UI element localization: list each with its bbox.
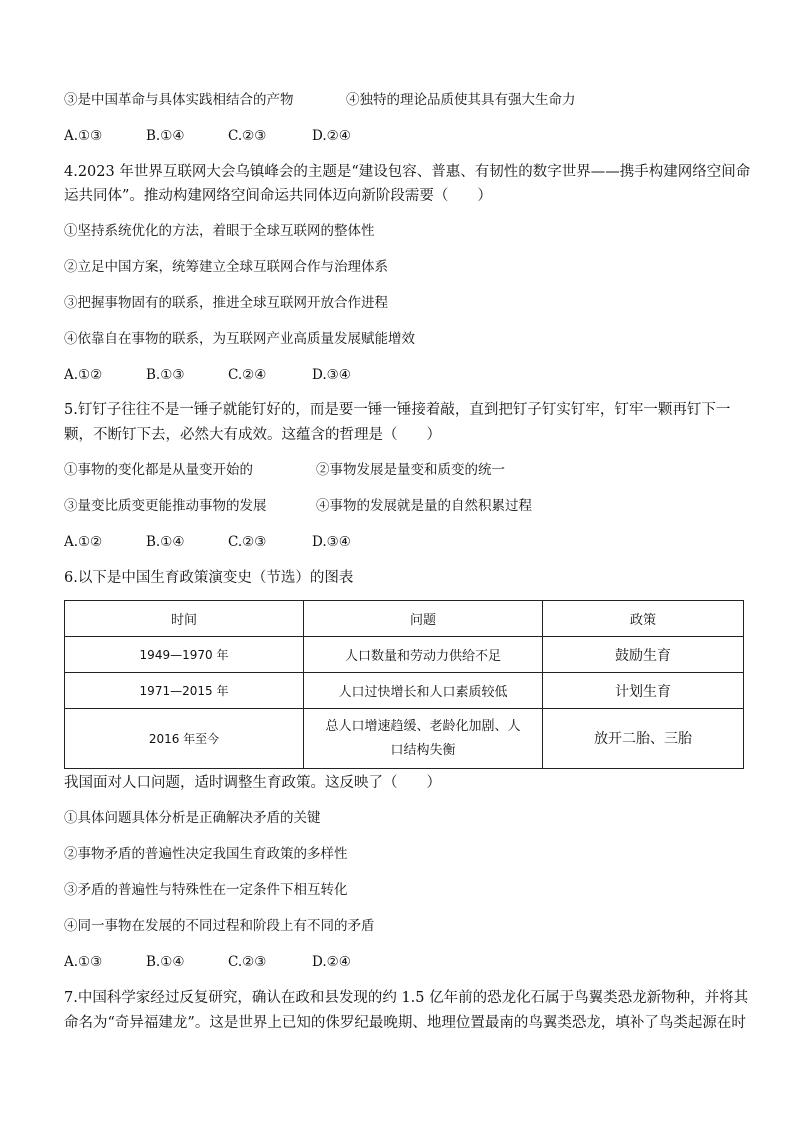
- row-time: 1971—2015 年: [65, 673, 304, 709]
- q5-stem-line1: 5.钉钉子往往不是一锤子就能钉好的，而是要一锤一锤接着敲，直到把钉子钉实钉牢，钉牢一颗再钉下一: [64, 402, 731, 418]
- table-row: [65, 673, 744, 709]
- q6-item-3: ③矛盾的普遍性与特殊性在一定条件下相互转化: [64, 882, 348, 898]
- q4-option-c[interactable]: C.②④: [228, 367, 267, 383]
- q5-option-a[interactable]: A.①②: [64, 534, 103, 550]
- header-problem: 问题: [304, 601, 543, 637]
- header-time: 时间: [65, 601, 304, 637]
- policy-table: [64, 600, 744, 769]
- q5-items-row2: [64, 496, 532, 516]
- q6-item-4: ④同一事物在发展的不同过程和阶段上有不同的矛盾: [64, 918, 375, 934]
- q5-option-b[interactable]: B.①④: [146, 534, 185, 550]
- q4-item-2: ②立足中国方案，统筹建立全球互联网合作与治理体系: [64, 259, 388, 275]
- row-time: 2016 年至今: [65, 709, 304, 769]
- table-row: [65, 637, 744, 673]
- q3-option-a[interactable]: A.①③: [64, 128, 103, 144]
- row-problem: 人口数量和劳动力供给不足: [304, 637, 543, 673]
- table-row: [65, 709, 744, 769]
- q3-option-c[interactable]: C.②③: [228, 128, 267, 144]
- q3-option-b[interactable]: B.①④: [146, 128, 185, 144]
- q4-options: [64, 365, 392, 385]
- row-policy: 放开二胎、三胎: [543, 709, 744, 769]
- q5-option-c[interactable]: C.②③: [228, 534, 267, 550]
- q5-items-row1: [64, 460, 505, 480]
- q5-item-4: ④事物的发展就是量的自然积累过程: [316, 498, 532, 514]
- q5-item-1: ①事物的变化都是从量变开始的: [64, 462, 253, 478]
- q6-item-1: ①具体问题具体分析是正确解决矛盾的关键: [64, 810, 321, 826]
- q5-stem-line2: 颗，不断钉下去，必然大有成效。这蕴含的哲理是（ ）: [64, 427, 441, 443]
- q6-item-2: ②事物矛盾的普遍性决定我国生育政策的多样性: [64, 846, 348, 862]
- q6-stem: 6.以下是中国生育政策演变史（节选）的图表: [64, 570, 354, 586]
- q4-item-4: ④依靠自在事物的联系，为互联网产业高质量发展赋能增效: [64, 331, 415, 347]
- q6-after-table: 我国面对人口问题，适时调整生育政策。这反映了（ ）: [64, 775, 441, 791]
- q5-option-d[interactable]: D.③④: [312, 534, 351, 550]
- row-problem: 人口过快增长和人口素质较低: [304, 673, 543, 709]
- q5-options: [64, 532, 392, 552]
- q6-option-b[interactable]: B.①④: [146, 954, 185, 970]
- header-policy: 政策: [543, 601, 744, 637]
- q5-item-3: ③量变比质变更能推动事物的发展: [64, 498, 267, 514]
- row-policy: 计划生育: [543, 673, 744, 709]
- row-problem: [304, 709, 543, 769]
- q3-option-d[interactable]: D.②④: [312, 128, 351, 144]
- q5-item-2: ②事物发展是量变和质变的统一: [316, 462, 505, 478]
- row-policy: 鼓励生育: [543, 637, 744, 673]
- q4-option-b[interactable]: B.①③: [146, 367, 185, 383]
- row-problem-line1: 总人口增速趋缓、老龄化加剧、人: [325, 718, 521, 734]
- q6-option-a[interactable]: A.①③: [64, 954, 103, 970]
- q4-item-3: ③把握事物固有的联系，推进全球互联网开放合作进程: [64, 295, 388, 311]
- q6-option-c[interactable]: C.②③: [228, 954, 267, 970]
- q4-option-d[interactable]: D.③④: [312, 367, 351, 383]
- q3-statements: [64, 90, 576, 110]
- q7-stem-line2: 命名为“奇异福建龙”。这是世界上已知的侏罗纪最晚期、地理位置最南的鸟翼类恐龙，填补了鸟类起源在时: [64, 1015, 746, 1031]
- row-problem-line2: 口结构失衡: [390, 742, 456, 758]
- q6-option-d[interactable]: D.②④: [312, 954, 351, 970]
- q7-stem-line1: 7.中国科学家经过反复研究，确认在政和县发现的约 1.5 亿年前的恐龙化石属于鸟翼类恐龙新物种，并将其: [64, 990, 749, 1006]
- q4-item-1: ①坚持系统优化的方法，着眼于全球互联网的整体性: [64, 223, 375, 239]
- q3-options: [64, 126, 392, 146]
- q6-options: [64, 952, 392, 972]
- q4-option-a[interactable]: A.①②: [64, 367, 103, 383]
- q3-statement-4: ④独特的理论品质使其具有强大生命力: [346, 92, 576, 108]
- row-time: 1949—1970 年: [65, 637, 304, 673]
- q4-stem-line1: 4.2023 年世界互联网大会乌镇峰会的主题是“建设包容、普惠、有韧性的数字世界——携手构建网络空间命: [64, 164, 751, 180]
- policy-table-header: [65, 601, 744, 637]
- q4-stem-line2: 运共同体”。推动构建网络空间命运共同体迈向新阶段需要（ ）: [64, 188, 492, 204]
- q3-statement-3: ③是中国革命与具体实践相结合的产物: [64, 92, 294, 108]
